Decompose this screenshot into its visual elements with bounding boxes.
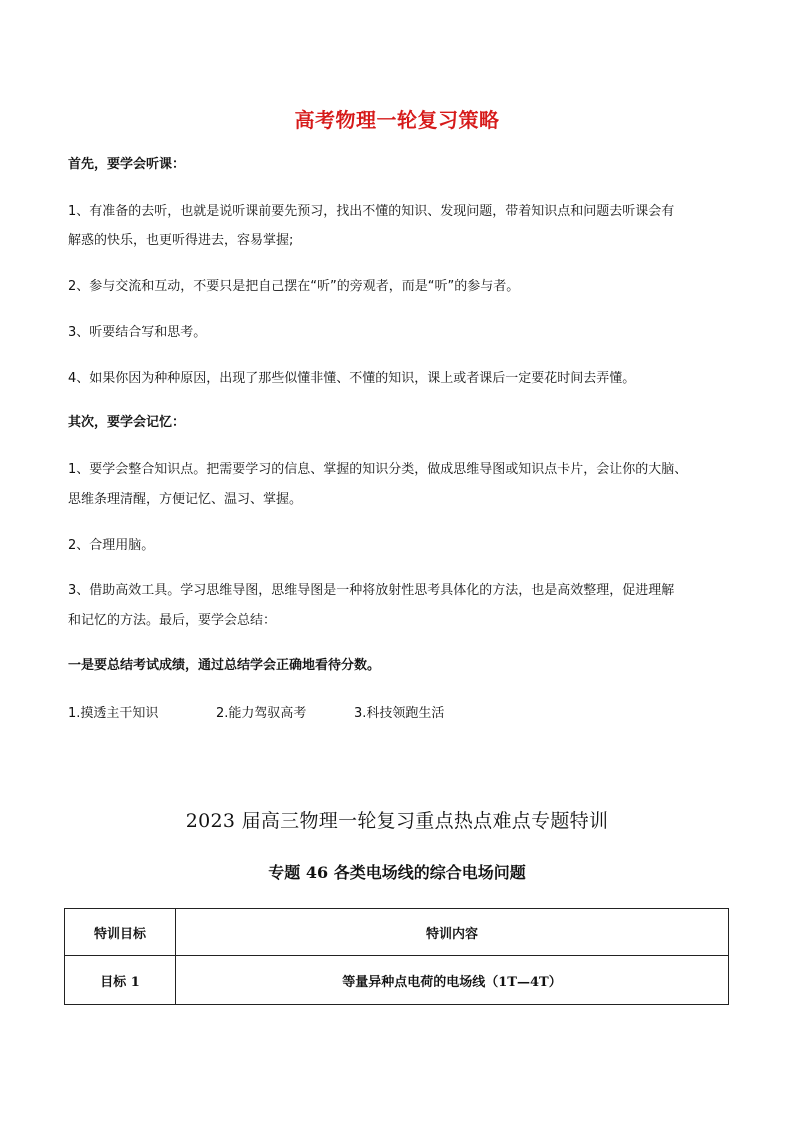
training-table <box>64 908 729 1005</box>
table-header-row <box>65 909 729 956</box>
section2-item-3b: 和记忆的方法。最后，要学会总结： <box>68 613 277 628</box>
main-heading: 2023 届高三物理一轮复习重点热点难点专题特训 <box>185 810 609 832</box>
section2-item-2: 2、合理用脑。 <box>68 538 155 553</box>
tip-3: 3.科技领跑生活 <box>354 706 445 721</box>
section1-item-2: 2、参与交流和互动，不要只是把自己摆在“听”的旁观者，而是“听”的参与者。 <box>68 279 520 294</box>
topic-heading: 专题 46 各类电场线的综合电场问题 <box>268 863 526 882</box>
section2-item-1b: 思维条理清醒，方便记忆、温习、掌握。 <box>68 492 303 507</box>
table-header-cell: 特训内容 <box>176 909 729 956</box>
section1-item-1a: 1、有准备的去听，也就是说听课前要先预习，找出不懂的知识、发现问题，带着知识点和问题去听课会有 <box>68 204 675 219</box>
section2-item-3a: 3、借助高效工具。学习思维导图，思维导图是一种将放射性思考具体化的方法，也是高效整理，促进理解 <box>68 583 675 598</box>
section1-item-1b: 解惑的快乐，也更听得进去，容易掌握; <box>68 233 294 248</box>
tip-2: 2.能力驾驭高考 <box>216 706 307 721</box>
section2-item-1a: 1、要学会整合知识点。把需要学习的信息、掌握的知识分类，做成思维导图或知识点卡片，会让你的大脑、 <box>68 462 688 477</box>
table-row <box>65 956 729 1005</box>
tip-1: 1.摸透主干知识 <box>68 706 159 721</box>
tips-row <box>68 700 444 727</box>
section1-item-4: 4、如果你因为种种原因，出现了那些似懂非懂、不懂的知识，课上或者课后一定要花时间去弄懂。 <box>68 371 636 386</box>
table-header-cell: 特训目标 <box>65 909 176 956</box>
table-cell: 等量异种点电荷的电场线（1T—4T） <box>176 956 729 1005</box>
section2-heading: 其次，要学会记忆： <box>68 415 186 430</box>
table-cell: 目标 1 <box>65 956 176 1005</box>
summary-line: 一是要总结考试成绩，通过总结学会正确地看待分数。 <box>68 658 381 673</box>
section1-item-3: 3、听要结合写和思考。 <box>68 325 207 340</box>
document-title: 高考物理一轮复习策略 <box>294 108 500 132</box>
section1-heading: 首先，要学会听课： <box>68 157 186 172</box>
